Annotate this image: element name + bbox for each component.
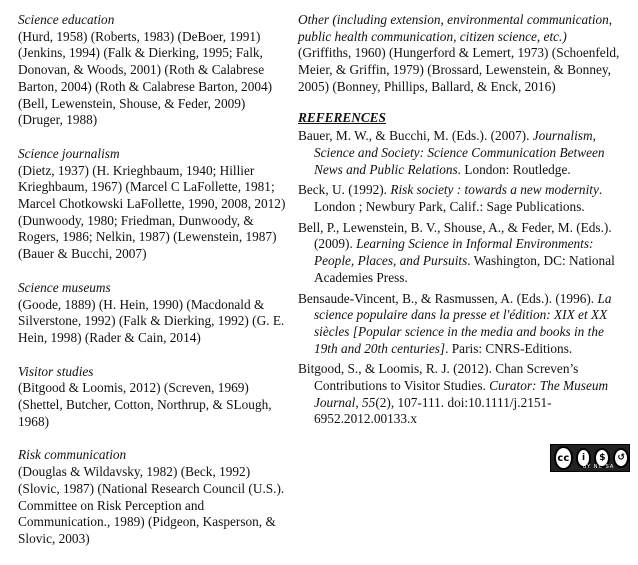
- section-citations: (Goode, 1889) (H. Hein, 1990) (Macdonald & Silverstone, 1992) (Falk & Dierking, 1992) (G. E. Hein, 1998) (Rader & Cain, 2014): [18, 296, 285, 345]
- reference-entry: [298, 182, 630, 215]
- section-science-museums: [18, 280, 290, 347]
- license-label: BY NC SA: [583, 464, 615, 470]
- attribution-icon: i: [576, 448, 592, 468]
- right-column: [298, 12, 630, 432]
- ref-publisher: . Paris: CNRS-Editions.: [445, 340, 573, 356]
- ref-publisher: . London: Routledge.: [457, 161, 571, 177]
- ref-authors: Bitgood, S., & Loomis, R. J. (2012). Chan Screven’s Contributions to Visitor Studies.: [298, 361, 579, 394]
- ref-title: Risk society : towards a new modernity: [390, 182, 599, 198]
- ref-authors: Bensaude-Vincent, B., & Rasmussen, A. (Eds.). (1996).: [298, 290, 598, 306]
- section-heading: Science museums: [18, 279, 111, 295]
- section-heading: Risk communication: [18, 447, 127, 463]
- ref-authors: Bell, P., Lewenstein, B. V., Shouse, A., & Feder, M. (Eds.). (2009).: [298, 219, 612, 252]
- references-title: REFERENCES: [298, 109, 386, 125]
- section-visitor-studies: [18, 364, 290, 431]
- reference-entry: [298, 291, 630, 358]
- section-heading: Science journalism: [18, 145, 120, 161]
- noncommercial-icon: $: [594, 448, 610, 468]
- reference-entry: [298, 361, 630, 428]
- ref-authors: Bauer, M. W., & Bucchi, M. (Eds.). (2007).: [298, 128, 533, 144]
- section-heading: Visitor studies: [18, 363, 94, 379]
- section-citations: (Douglas & Wildavsky, 1982) (Beck, 1992) (Slovic, 1987) (National Research Council (U.S.). Committee on Risk Perception and Communication., 1989) (Pidgeon, Kasperson, & Slovic, 2003): [18, 464, 285, 546]
- references-list: [298, 128, 630, 428]
- section-citations: (Hurd, 1958) (Roberts, 1983) (DeBoer, 1991) (Jenkins, 1994) (Falk & Dierking, 1995; Falk, Donovan, & Woods, 2001) (Roth & Calabrese Barton, 2004) (Roth & Calabrese Barton, 2004) (Bell, Lewenstein, Shouse, & Feder, 2009) (Druger, 1988): [18, 28, 273, 128]
- ref-publisher: (2), 107-111. doi:10.1111/j.2151-6952.2012.00133.x: [314, 394, 552, 427]
- section-citations: (Bitgood & Loomis, 2012) (Screven, 1969) (Shettel, Butcher, Cotton, Northrup, & SLough, 1968): [18, 380, 272, 429]
- ref-publisher: . Washington, DC: National Academies Press.: [314, 253, 615, 285]
- section-citations: (Griffiths, 1960) (Hungerford & Lemert, 1973) (Schoenfeld, Meier, & Griffin, 1979) (Brossard, Lewenstein, & Bonney, 2005) (Bonney, Phillips, Ballard, & Enck, 2016): [298, 45, 620, 94]
- section-science-education: [18, 12, 290, 129]
- reference-entry: [298, 220, 630, 287]
- reference-entry: [298, 128, 630, 178]
- section-heading: Science education: [18, 12, 115, 27]
- section-other: [298, 12, 630, 96]
- section-science-journalism: [18, 146, 290, 263]
- sharealike-icon: ↺: [613, 448, 629, 468]
- section-risk-communication: [18, 447, 290, 547]
- ref-title: Learning Science in Informal Environments: People, Places, and Pursuits: [314, 236, 594, 269]
- ref-publisher: . London ; Newbury Park, Calif.: Sage Publications.: [314, 182, 603, 215]
- ref-title: Curator: The Museum Journal, 55: [314, 378, 609, 410]
- creative-commons-license-badge[interactable]: [550, 444, 630, 472]
- ref-title: La science populaire dans la presse et l'édition: XIX et XX siècles [Popular science in the media and books in the 19th and 20th centuries]: [314, 290, 612, 356]
- ref-authors: Beck, U. (1992).: [298, 182, 391, 198]
- left-column: [18, 12, 290, 565]
- section-citations: (Dietz, 1937) (H. Krieghbaum, 1940; Hillier Krieghbaum, 1967) (Marcel C LaFollette, 1981; Marcel Chotkowski LaFollette, 1990, 2008, 2012) (Dunwoody, 1980; Friedman, Dunwoody, & Rogers, 1986; Nelkin, 1987) (Lewenstein, 1987) (Bauer & Bucchi, 2007): [18, 162, 286, 262]
- section-heading: Other (including extension, environmental communication, public health communication, citizen science, etc.): [298, 12, 613, 44]
- ref-title: Journalism, Science and Society: Science Communication Between News and Public Relations: [314, 128, 605, 177]
- creative-commons-icon: cc: [554, 446, 573, 470]
